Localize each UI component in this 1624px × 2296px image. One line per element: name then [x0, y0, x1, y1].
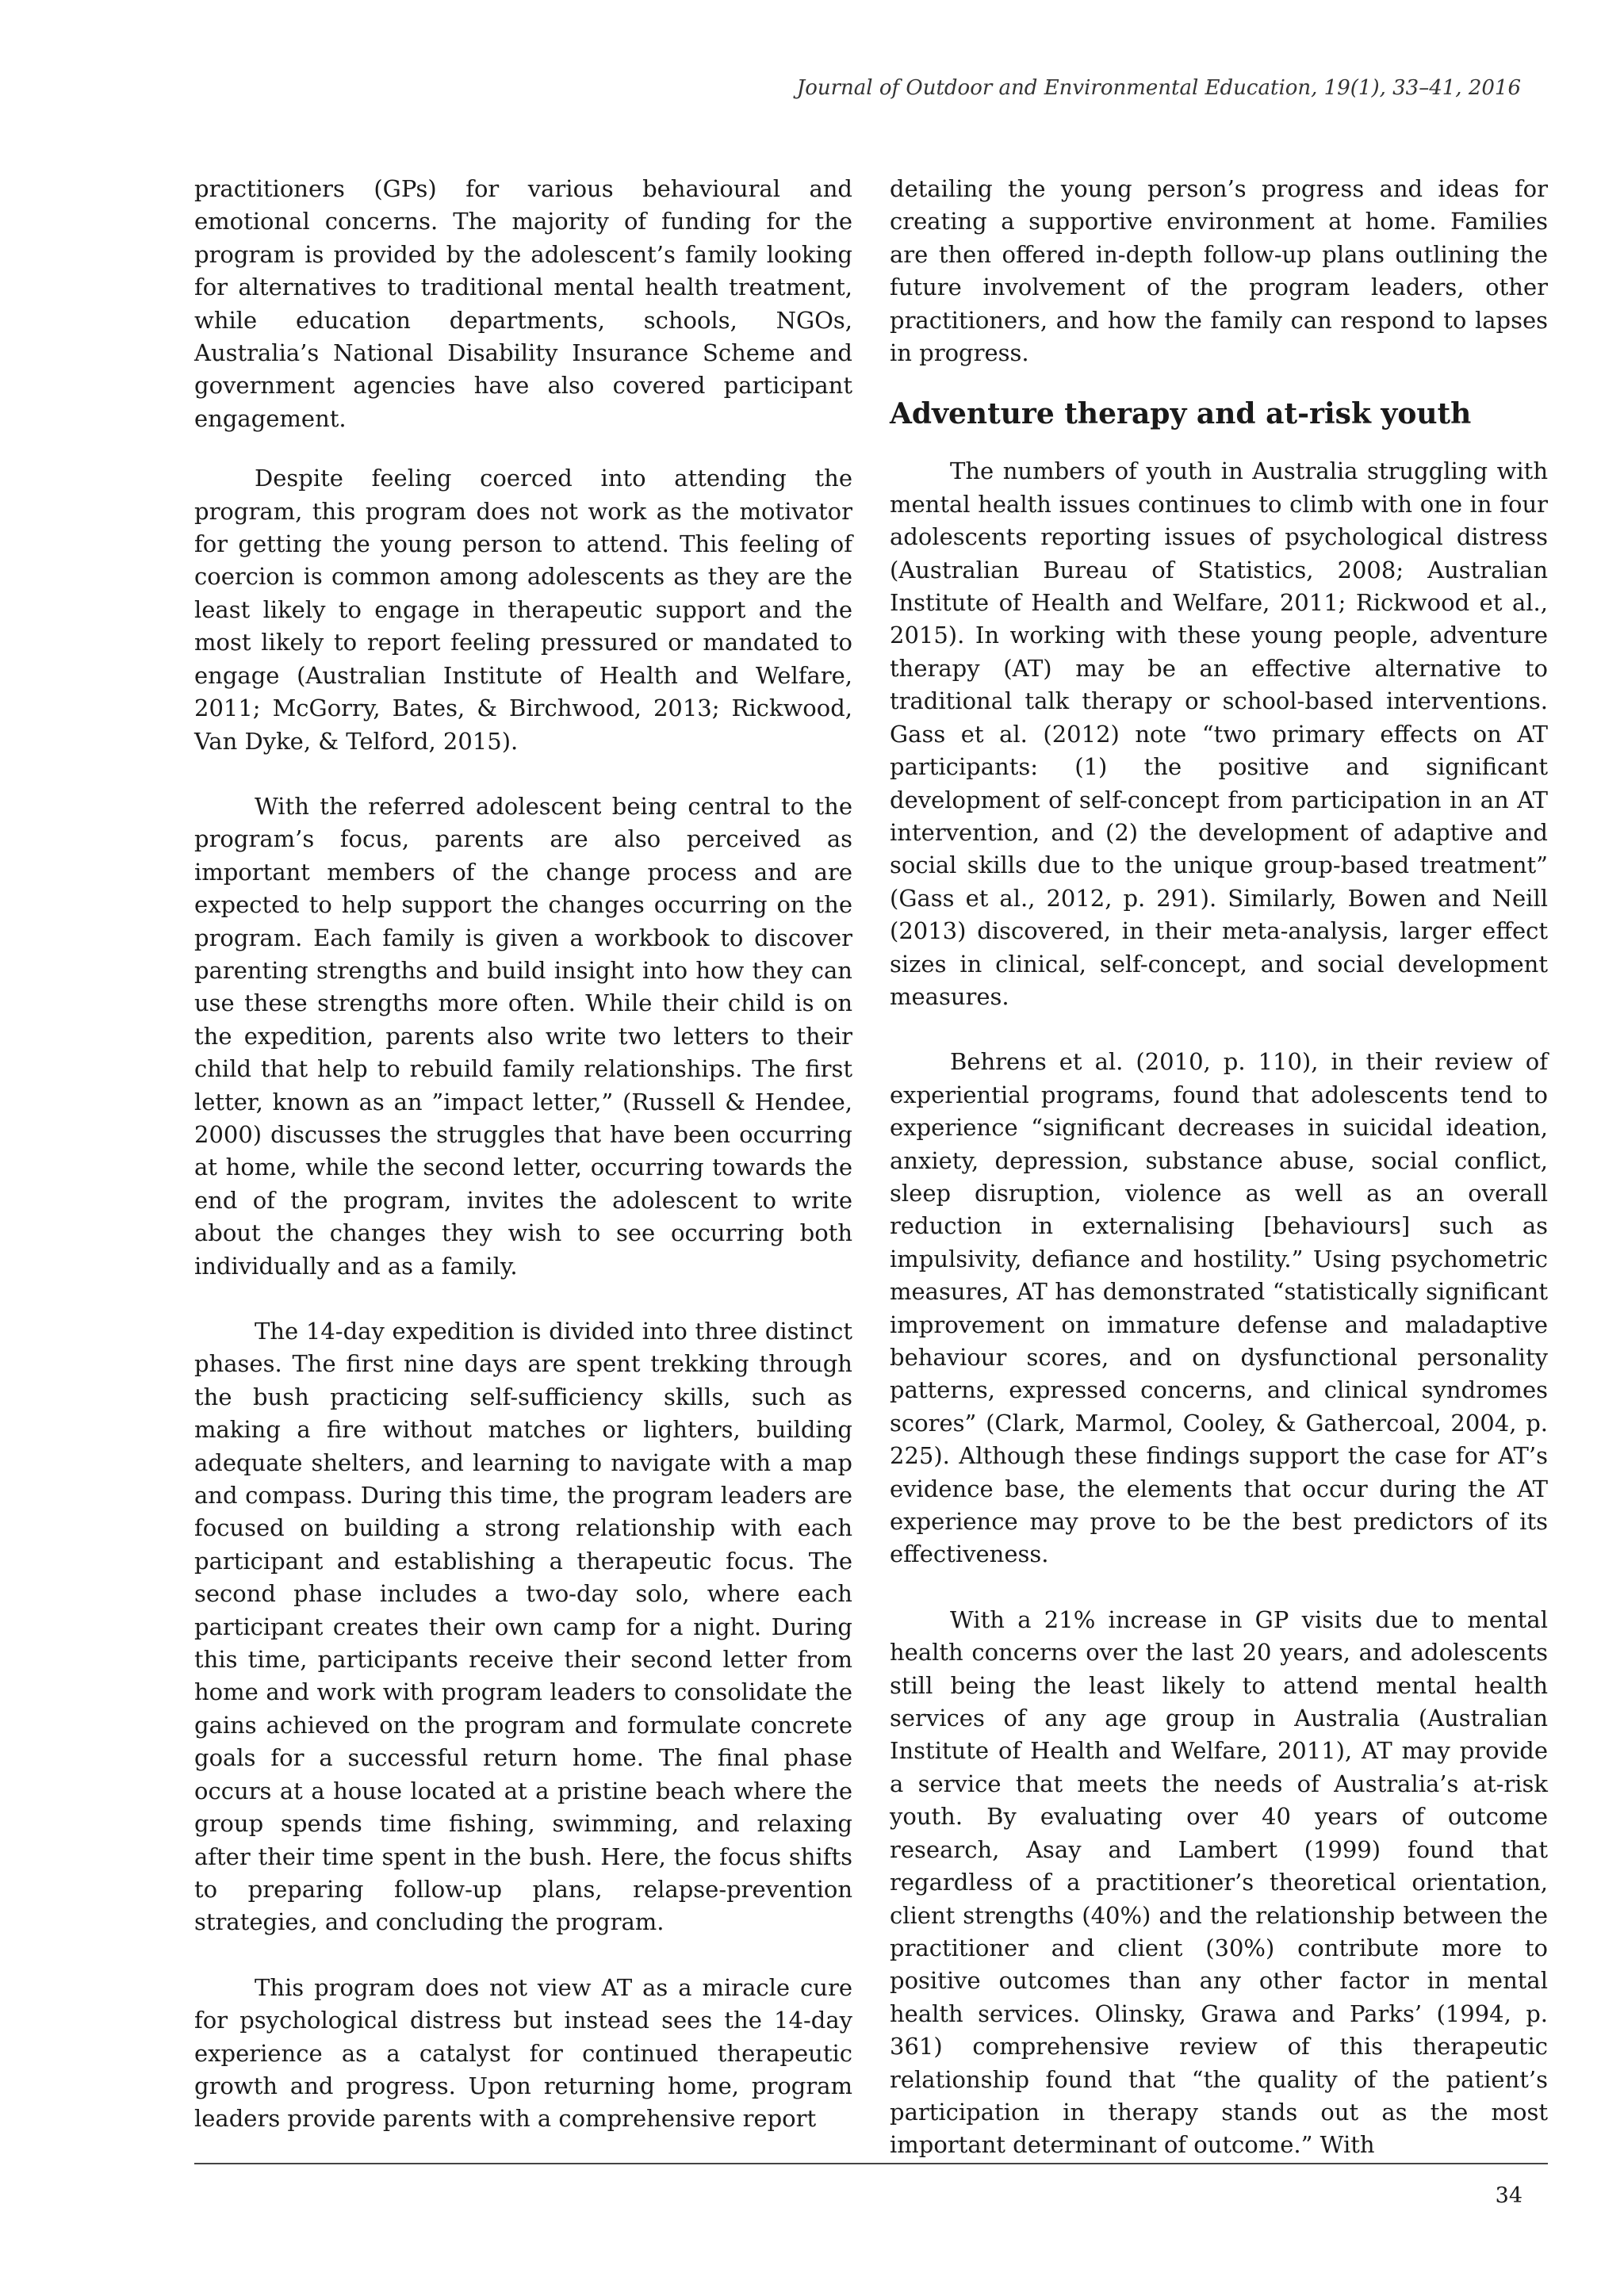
paragraph: Behrens et al. (2010, p. 110), in their review of experiential programs, found that adolescents tend to experience “significant decreases in suicidal ideation, anxiety, depression, substance abuse, social conflict, sleep disruption, violence as well as an overall reduction in externalising [behaviours] such as impulsivity, defiance and hostility.” Using psychometric measures, AT has demonstrated “statistically significant improvement on immature defense and maladaptive behaviour scores, and on dysfunctional personality patterns, expressed concerns, and clinical syndromes scores” (Clark, Marmol, Cooley, & Gathercoal, 2004, p. 225). Although these findings support the case for AT’s evidence base, the elements that occur during the AT experience may prove to be the best predictors of its effectiveness.	[890, 1048, 1548, 1568]
left-column	[194, 173, 852, 2168]
paragraph: With a 21% increase in GP visits due to mental health concerns over the last 20 years, and adolescents still being the least likely to attend mental health services of any age group in Australia (Australian Institute of Health and Welfare, 2011), AT may provide a service that meets the needs of Australia’s at-risk youth. By evaluating over 40 years of outcome research, Asay and Lambert (1999) found that regardless of a practitioner’s theoretical orientation, client strengths (40%) and the relationship between the practitioner and client (30%) contribute more to positive outcomes than any other factor in mental health services. Olinsky, Grawa and Parks’ (1994, p. 361) comprehensive review of this therapeutic relationship found that “the quality of the patient’s participation in therapy stands out as the most important determinant of outcome.” With	[890, 1605, 1548, 2159]
paragraph: Despite feeling coerced into attending the program, this program does not work as the motivator for getting the young person to attend. This feeling of coercion is common among adolescents as they are the least likely to engage in therapeutic support and the most likely to report feeling pressured or mandated to engage (Australian Institute of Health and Welfare, 2011; McGorry, Bates, & Birchwood, 2013; Rickwood, Van Dyke, & Telford, 2015).	[194, 465, 852, 755]
paragraph: With the referred adolescent being central to the program’s focus, parents are also perceived as important members of the change process and are expected to help support the changes occurring on the program. Each family is given a workbook to discover parenting strengths and build insight into how they can use these strengths more often. While their child is on the expedition, parents also write two letters to their child that help to rebuild family relationships. The first letter, known as an ”impact letter,” (Russell & Hendee, 2000) discusses the struggles that have been occurring at home, while the second letter, occurring towards the end of the program, invites the adolescent to write about the changes they wish to see occurring both individually and as a family.	[194, 792, 852, 1280]
footer-rule	[194, 2163, 1548, 2164]
running-head: Journal of Outdoor and Environmental Education, 19(1), 33–41, 2016	[796, 76, 1521, 100]
paragraph: The 14-day expedition is divided into three distinct phases. The first nine days are spent trekking through the bush practicing self-sufficiency skills, such as making a fire without matches or lighters, building adequate shelters, and learning to navigate with a map and compass. During this time, the program leaders are focused on building a strong relationship with each participant and establishing a therapeutic focus. The second phase includes a two-day solo, where each participant creates their own camp for a night. During this time, participants receive their second letter from home and work with program leaders to consolidate the gains achieved on the program and formulate concrete goals for a successful return home. The final phase occurs at a house located at a pristine beach where the group spends time fishing, swimming, and relaxing after their time spent in the bush. Here, the focus shifts to preparing follow-up plans, relapse-prevention strategies, and concluding the program.	[194, 1318, 852, 1936]
page-number: 34	[1495, 2183, 1522, 2208]
right-column	[890, 173, 1548, 2195]
paragraph: detailing the young person’s progress and ideas for creating a supportive environment at home. Families are then offered in-depth follow-up plans outlining the future involvement of the program leaders, other practitioners, and how the family can respond to lapses in progress.	[890, 175, 1548, 367]
section-heading: Adventure therapy and at-risk youth	[890, 397, 1472, 431]
paragraph: practitioners (GPs) for various behavioural and emotional concerns. The majority of funding for the program is provided by the adolescent’s family looking for alternatives to traditional mental health treatment, while education departments, schools, NGOs, Australia’s National Disability Insurance Scheme and government agencies have also covered participant engagement.	[194, 175, 852, 432]
paragraph: The numbers of youth in Australia struggling with mental health issues continues to climb with one in four adolescents reporting issues of psychological distress (Australian Bureau of Statistics, 2008; Australian Institute of Health and Welfare, 2011; Rickwood et al., 2015). In working with these young people, adventure therapy (AT) may be an effective alternative to traditional talk therapy or school-based interventions. Gass et al. (2012) note “two primary effects on AT participants: (1) the positive and significant development of self-concept from participation in an AT intervention, and (2) the development of adaptive and social skills due to the unique group-based treatment” (Gass et al., 2012, p. 291). Similarly, Bowen and Neill (2013) discovered, in their meta-analysis, larger effect sizes in clinical, self-concept, and social development measures.	[890, 457, 1548, 1010]
paragraph: This program does not view AT as a miracle cure for psychological distress but instead sees the 14-day experience as a catalyst for continued therapeutic growth and progress. Upon returning home, program leaders provide parents with a comprehensive report	[194, 1973, 852, 2133]
